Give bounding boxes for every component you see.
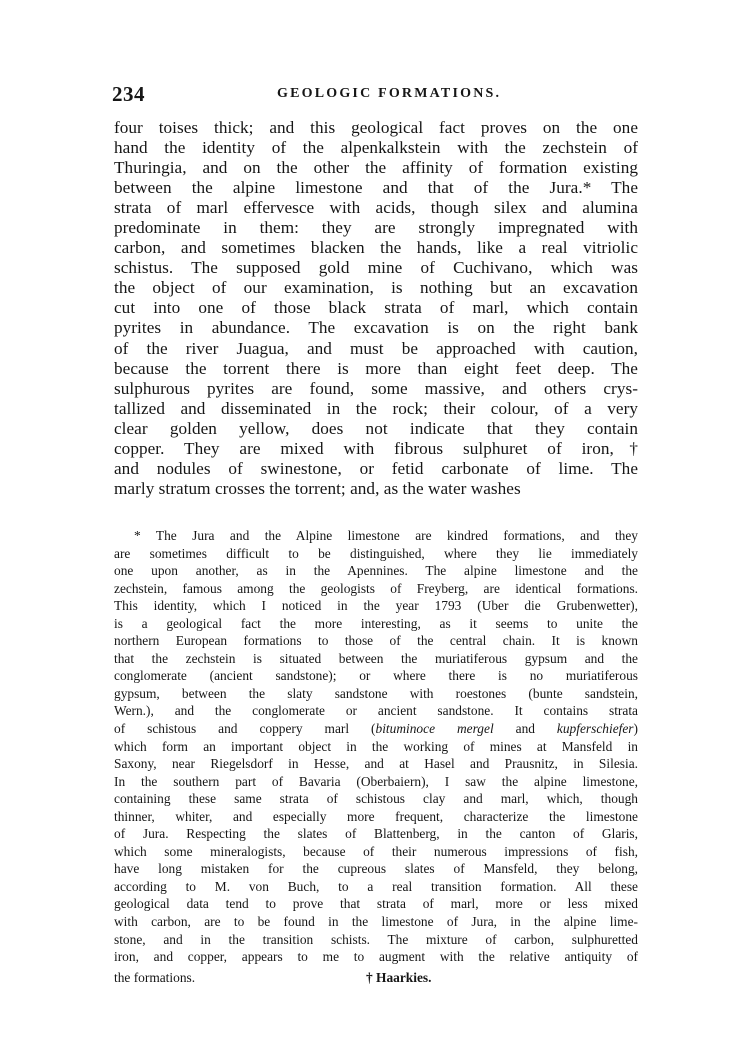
text-line: clear golden yellow, does not indicate that they contain [114,418,638,438]
text-line: because the torrent there is more than eight feet deep. The [114,358,638,378]
footnote-end [114,969,638,987]
footnote-line: one upon another, as in the Apennines. The alpine limestone and the [114,563,638,579]
footnote-line: Wern.), and the conglomerate or ancient sandstone. It contains strata [114,703,638,719]
footnote-line: geological data tend to prove that strata of marl, more or less mixed [114,896,638,912]
footnote-line: thinner, whiter, and especially more frequent, characterize the limestone [114,808,638,824]
footnote-line: with carbon, are to be found in the limestone of Jura, in the alpine lime- [114,914,638,930]
page-number: 234 [112,82,145,106]
footnote-text: and [493,721,557,737]
footnote-closing: the formations. [114,970,196,985]
text-line: Thuringia, and on the other the affinity of formation existing [114,158,638,178]
text-line: strata of marl effervesce with acids, though silex and alumina [114,198,638,218]
text-line: predominate in them: they are strongly impregnated with [114,218,638,238]
footnote-line: This identity, which I noticed in the year 1793 (Uber die Grubenwetter), [114,598,638,614]
footnote-line-italic-terms [114,720,638,738]
footnote-line: Saxony, near Riegelsdorf in Hesse, and at Hasel and Prausnitz, in Silesia. [114,756,638,772]
text-line: of the river Juagua, and must be approached with caution, [114,338,638,358]
footnote-line: gypsum, between the slaty sandstone with roestones (bunte sandstein, [114,685,638,701]
footnote-line: iron, and copper, appears to me to augment with the relative antiquity of [114,949,638,965]
main-text [114,118,638,499]
page-header [112,82,642,108]
footnote-line: northern European formations to those of the central chain. It is known [114,633,638,649]
footnote-line: conglomerate (ancient sandstone); or where there is no muriatiferous [114,668,638,684]
text-line: copper. They are mixed with fibrous sulphuret of iron,† [114,438,638,458]
footnote-line: have long mistaken for the cupreous slates of Mansfeld, they belong, [114,861,638,877]
footnote [114,527,638,966]
footnote-line: are sometimes difficult to be distinguished, where they lie immediately [114,545,638,561]
footnote-line: * The Jura and the Alpine limestone are kindred formations, and they [134,528,638,543]
running-head: GEOLOGIC FORMATIONS. [277,86,502,101]
dagger-footnote: † Haarkies. [366,970,432,985]
footnote-text: of schistous and coppery marl ( [114,721,376,737]
text-line: marly stratum crosses the torrent; and, as the water washes [114,478,521,498]
text-line: tallized and disseminated in the rock; their colour, of a very [114,398,638,418]
footnote-line: zechstein, famous among the geologists of Freyberg, are identical formations. [114,580,638,596]
footnote-line: according to M. von Buch, to a real transition formation. All these [114,878,638,894]
text-line: four toises thick; and this geological fact proves on the one [114,118,638,137]
footnote-line: stone, and in the transition schists. The mixture of carbon, sulphuretted [114,931,638,947]
text-line: carbon, and sometimes blacken the hands, like a real vitriolic [114,238,638,258]
footnote-text: ) [633,721,638,737]
text-line: and nodules of swinestone, or fetid carbonate of lime. The [114,458,638,478]
footnote-line: which form an important object in the working of mines at Mansfeld in [114,738,638,754]
footnote-line: containing these same strata of schistous clay and marl, which, though [114,791,638,807]
text-line: hand the identity of the alpenkalkstein with the zechstein of [114,138,638,158]
text-line: the object of our examination, is nothing but an excavation [114,278,638,298]
italic-term: kupferschiefer [556,721,634,737]
footnote-line: of Jura. Respecting the slates of Blattenberg, in the canton of Glaris, [114,826,638,842]
text-line: between the alpine limestone and that of the Jura.* The [114,178,638,198]
text-line: cut into one of those black strata of marl, which contain [114,298,638,318]
footnote-line: In the southern part of Bavaria (Oberbaiern), I saw the alpine limestone, [114,773,638,789]
text-line: pyrites in abundance. The excavation is on the right bank [114,318,638,338]
italic-term: bituminoce mergel [375,721,494,737]
footnote-line: that the zechstein is situated between the muriatiferous gypsum and the [114,650,638,666]
text-line: sulphurous pyrites are found, some massive, and others crys- [114,378,638,398]
footnote-line: which some mineralogists, because of their numerous impressions of fish, [114,843,638,859]
footnote-line: is a geological fact the more interesting, as it seems to unite the [114,615,638,631]
text-line: schistus. The supposed gold mine of Cuchivano, which was [114,258,638,278]
